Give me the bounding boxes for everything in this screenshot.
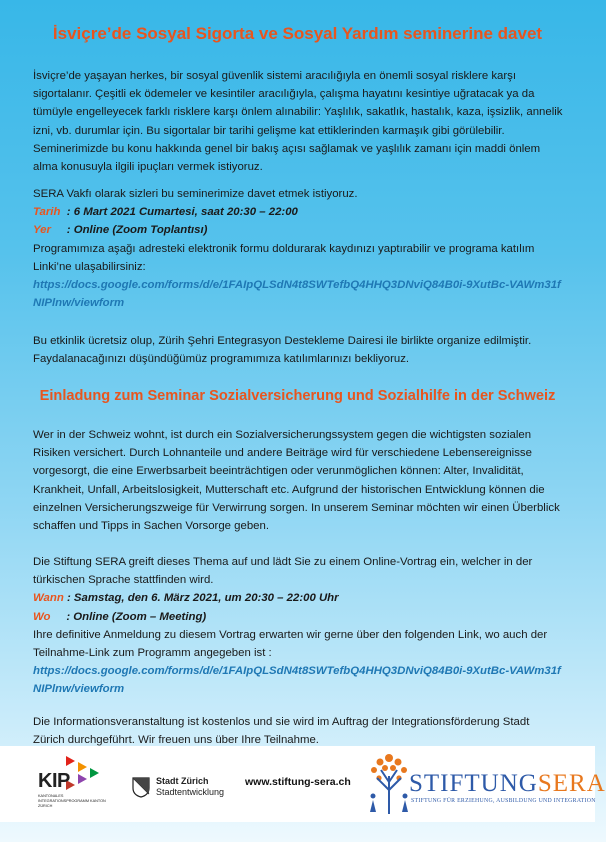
german-intro-section [33,426,563,535]
zurich-coat-of-arms-icon [131,776,151,798]
german-invitation-section [33,553,563,699]
kip-triangle-purple [78,774,87,784]
zurich-name: Stadt Zürich [156,776,209,786]
turkish-title: İsviçre’de Sosyal Sigorta ve Sosyal Yardım seminerine davet [52,24,543,43]
german-intro-paragraph: Wer in der Schweiz wohnt, ist durch ein Sozialversicherungssystem gegen die wichtigsten sozialen Risiken versichert. Durch Lohnanteile und andere Beiträge wird für verschiedene Lebensereignisse vorgesorgt, die eine Erwerbsarbeit beeinträchtigen oder verunmöglichen können: Alter, Invalidität, Krankheit, Unfall, Arbeitslosigkeit, Mutterschaft etc. Aufgrund der historischen Entwicklung können die einzelnen Versicherungszweige für Verwirrung sorgen. In unserem Seminar möchten wir einen Überblick schaffen und Tipps in Sachen Vorsorge geben. [33,429,560,533]
kip-triangle-red [66,756,75,766]
turkish-closing-text: Bu etkinlik ücretsiz olup, Zürih Şehri Entegrasyon Destekleme Dairesi ile birlikte organize edilmiştir. Faydalanacağınızı düşündüğümüz programımıza katılımlarınızı bekliyoruz. [33,335,532,366]
kip-triangle-green [90,768,99,778]
turkish-register-text: Programımıza aşağı adresteki elektronik formu doldurarak kaydınızı yaptırabilir ve programa katılım Linki’ne ulaşabilirsiniz: [33,242,535,273]
turkish-date-label: Tarih [33,206,61,219]
turkish-place-line [33,221,563,239]
german-date-line [33,589,563,607]
turkish-intro-paragraph: İsviçre’de yaşayan herkes, bir sosyal güvenlik sistemi aracılığıyla en önemli sosyal risklere karşı sigortalanır. Çeşitli ek ödemeler ve kesintiler aracılığıyla, çalışma hayatını kesintiye uğratacak ya da tümüyle engelleyecek farklı risklere karşı önlem alınabilir: Yaşlılık, sakatlık, hastalık, kaza, işsizlik, annelik izni, vb. durumlar için. Bu sigortalar bir tarihi gelişme kat ettiklerinden karmaşık gibi görülebilir. Seminerimizde bu konu hakkında genel bir bakış açısı sağlamak ve yaşlılık zamanı için maddi önlem alma konusuyla ilgili ipuçları vermek istiyoruz. [33,70,563,174]
kip-subtitle: KANTONALES INTEGRATIONSPROGRAMM KANTON ZÜRICH [38,794,106,808]
website-link[interactable]: www.stiftung-sera.ch [245,776,351,788]
turkish-invite-text: SERA Vakfı olarak sizleri bu seminerimize davet etmek istiyoruz. [33,188,358,200]
german-place-value: : Online (Zoom – Meeting) [66,610,207,623]
sera-wordmark-stiftung: STIFTUNG [409,770,538,797]
german-place-line [33,608,563,626]
turkish-place-label: Yer [33,224,51,237]
turkish-place-value: : Online (Zoom Toplantısı) [66,224,208,237]
stiftung-sera-logo [365,750,606,818]
german-date-value: : Samstag, den 6. März 2021, um 20:30 – 22:00 Uhr [66,592,339,605]
kip-triangle-orange [78,762,87,772]
sera-wordmark-sera: SERA [537,770,606,797]
stadt-zurich-logo [131,772,241,808]
turkish-closing-section [33,332,563,368]
kip-logo [38,752,118,812]
german-date-label: Wann [33,592,64,605]
german-title: Einladung zum Seminar Sozialversicherung und Sozialhilfe in der Schweiz [39,388,556,404]
turkish-date-value: : 6 Mart 2021 Cumartesi, saat 20:30 – 22:00 [66,206,298,219]
german-registration-link[interactable]: https://docs.google.com/forms/d/e/1FAIpQLSdN4t8SWTefbQ4HHQ3DNviQ84B0i-9XutBc-VAWm31fNIPlnw/viewform [33,665,561,696]
tree-people-icon [365,750,413,816]
german-place-label: Wo [33,610,51,623]
german-closing-section [33,713,563,749]
sera-wordmark [409,770,606,798]
german-closing-text: Die Informationsveranstaltung ist kostenlos und sie wird im Auftrag der Integrationsförderung Stadt Zürich durchgeführt. Wir freuen uns über Ihre Teilnahme. [33,716,530,747]
kip-wordmark: KIP [38,770,70,792]
sera-tagline: STIFTUNG FÜR ERZIEHUNG, AUSBILDUNG UND INTEGRATION [411,798,596,804]
german-register-text: Ihre definitive Anmeldung zu diesem Vortrag erwarten wir gerne über den folgenden Link, wo auch der Teilnahme-Link zum Programm angegeben ist : [33,628,548,660]
sponsor-footer [0,746,606,822]
zurich-department: Stadtentwicklung [156,787,225,797]
turkish-registration-link[interactable]: https://docs.google.com/forms/d/e/1FAIpQLSdN4t8SWTefbQ4HHQ3DNviQ84B0i-9XutBc-VAWm31fNIPlnw/viewform [33,279,561,310]
german-invite-text: Die Stiftung SERA greift dieses Thema auf und lädt Sie zu einem Online-Vortrag ein, welcher in der türkischen Sprache stattfinden wird. [33,556,533,587]
turkish-intro-section [33,67,563,176]
turkish-date-line [33,203,563,221]
turkish-invitation-section [33,185,563,312]
